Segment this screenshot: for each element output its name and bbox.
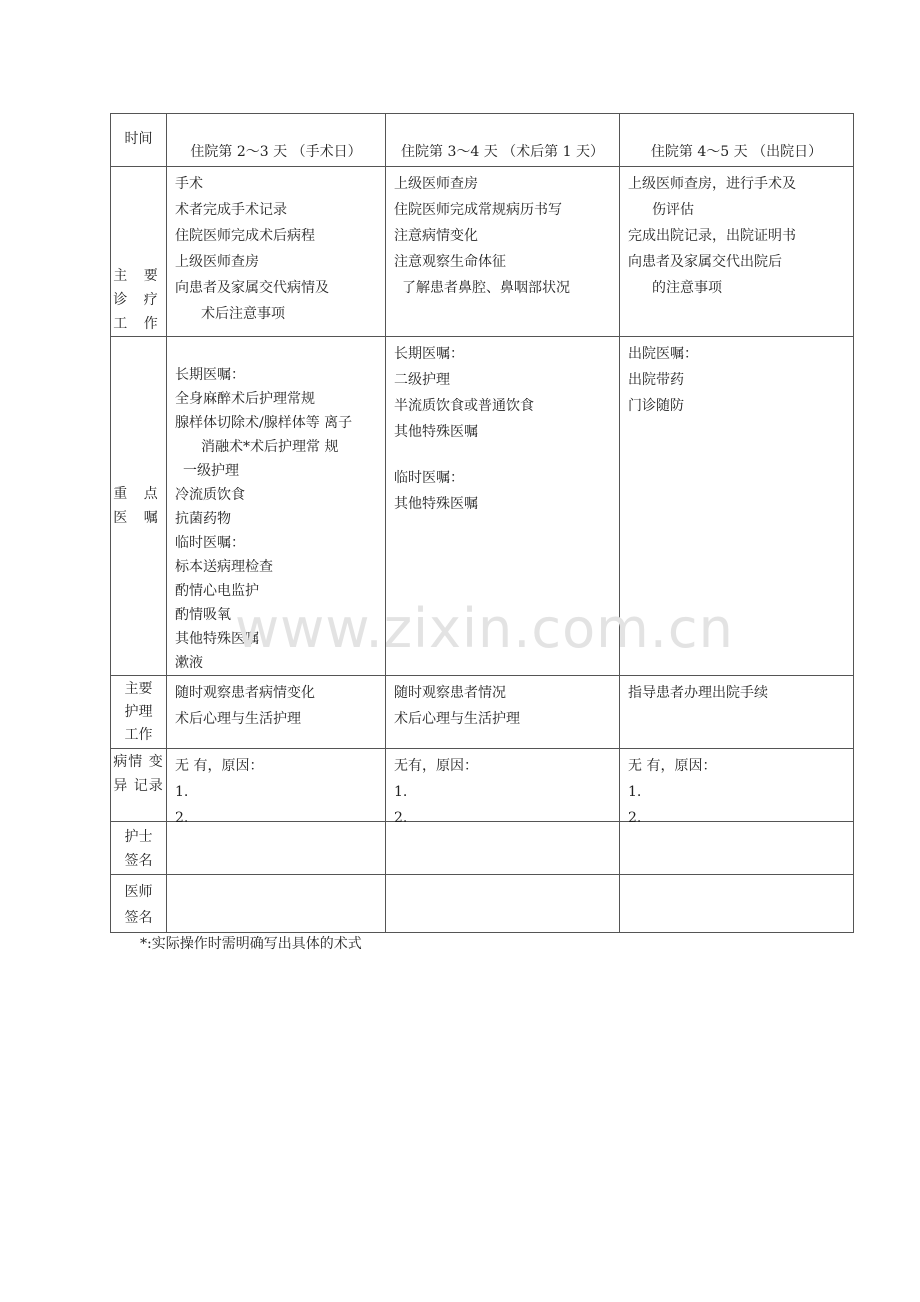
doctor-sign-row bbox=[111, 875, 854, 933]
key-orders-row bbox=[111, 337, 854, 676]
key-orders-label: 重 点 医 嘱 bbox=[111, 337, 167, 676]
nursing-day2-3: 随时观察患者病情变化 术后心理与生活护理 bbox=[167, 676, 386, 749]
doctor-sign-day2-3[interactable] bbox=[167, 875, 386, 933]
key-orders-day3-4: 长期医嘱： 二级护理 半流质饮食或普通饮食 其他特殊医嘱 临时医嘱： 其他特殊医嘱 bbox=[386, 337, 620, 676]
nursing-day4-5: 指导患者办理出院手续 bbox=[620, 676, 854, 749]
key-orders-day4-5: 出院医嘱： 出院带药 门诊随防 bbox=[620, 337, 854, 676]
main-work-day4-5: 上级医师查房，进行手术及 伤评估 完成出院记录，出院证明书 向患者及家属交代出院后 的注意事项 bbox=[620, 167, 854, 337]
nursing-row bbox=[111, 676, 854, 749]
nursing-day3-4: 随时观察患者情况 术后心理与生活护理 bbox=[386, 676, 620, 749]
doctor-sign-label: 医师 签名 bbox=[111, 875, 167, 933]
nurse-sign-label: 护士 签名 bbox=[111, 822, 167, 875]
footnote: *:实际操作时需明确写出具体的术式 bbox=[140, 936, 362, 952]
variance-day3-4: 无有，原因： 1. 2. bbox=[386, 749, 620, 822]
time-label: 时间 bbox=[111, 114, 167, 167]
watermark: www.zixin.com.cn bbox=[235, 597, 734, 660]
nurse-sign-row bbox=[111, 822, 854, 875]
header-row bbox=[111, 114, 854, 167]
nurse-sign-day4-5[interactable] bbox=[620, 822, 854, 875]
variance-day4-5: 无 有，原因： 1. 2. bbox=[620, 749, 854, 822]
main-work-day2-3: 手术 术者完成手术记录 住院医师完成术后病程 上级医师查房 向患者及家属交代病情及 术后注意事项 bbox=[167, 167, 386, 337]
variance-row bbox=[111, 749, 854, 822]
variance-label: 病情 变 异 记录 bbox=[111, 749, 167, 822]
column-header-day4-5: 住院第 4～5 天 （出院日） bbox=[620, 114, 854, 167]
main-work-label: 主 要 诊 疗 工 作 bbox=[111, 167, 167, 337]
main-work-day3-4: 上级医师查房 住院医师完成常规病历书写 注意病情变化 注意观察生命体征 了解患者鼻腔、鼻咽部状况 bbox=[386, 167, 620, 337]
main-work-row bbox=[111, 167, 854, 337]
doctor-sign-day4-5[interactable] bbox=[620, 875, 854, 933]
nurse-sign-day2-3[interactable] bbox=[167, 822, 386, 875]
key-orders-day2-3: 长期医嘱： 全身麻醉术后护理常规 腺样体切除术/腺样体等 离子 消融术*术后护理常 规 一级护理 冷流质饮食 抗菌药物 临时医嘱： 标本送病理检查 酌情心电监护 酌情吸氧 其他特殊医嘱 漱液 bbox=[167, 337, 386, 676]
clinical-pathway-table bbox=[110, 113, 854, 933]
doctor-sign-day3-4[interactable] bbox=[386, 875, 620, 933]
variance-day2-3: 无 有，原因： 1. 2. bbox=[167, 749, 386, 822]
column-header-day2-3: 住院第 2～3 天 （手术日） bbox=[167, 114, 386, 167]
column-header-day3-4: 住院第 3～4 天 （术后第 1 天） bbox=[386, 114, 620, 167]
nursing-label: 主要 护理 工作 bbox=[111, 676, 167, 749]
nurse-sign-day3-4[interactable] bbox=[386, 822, 620, 875]
